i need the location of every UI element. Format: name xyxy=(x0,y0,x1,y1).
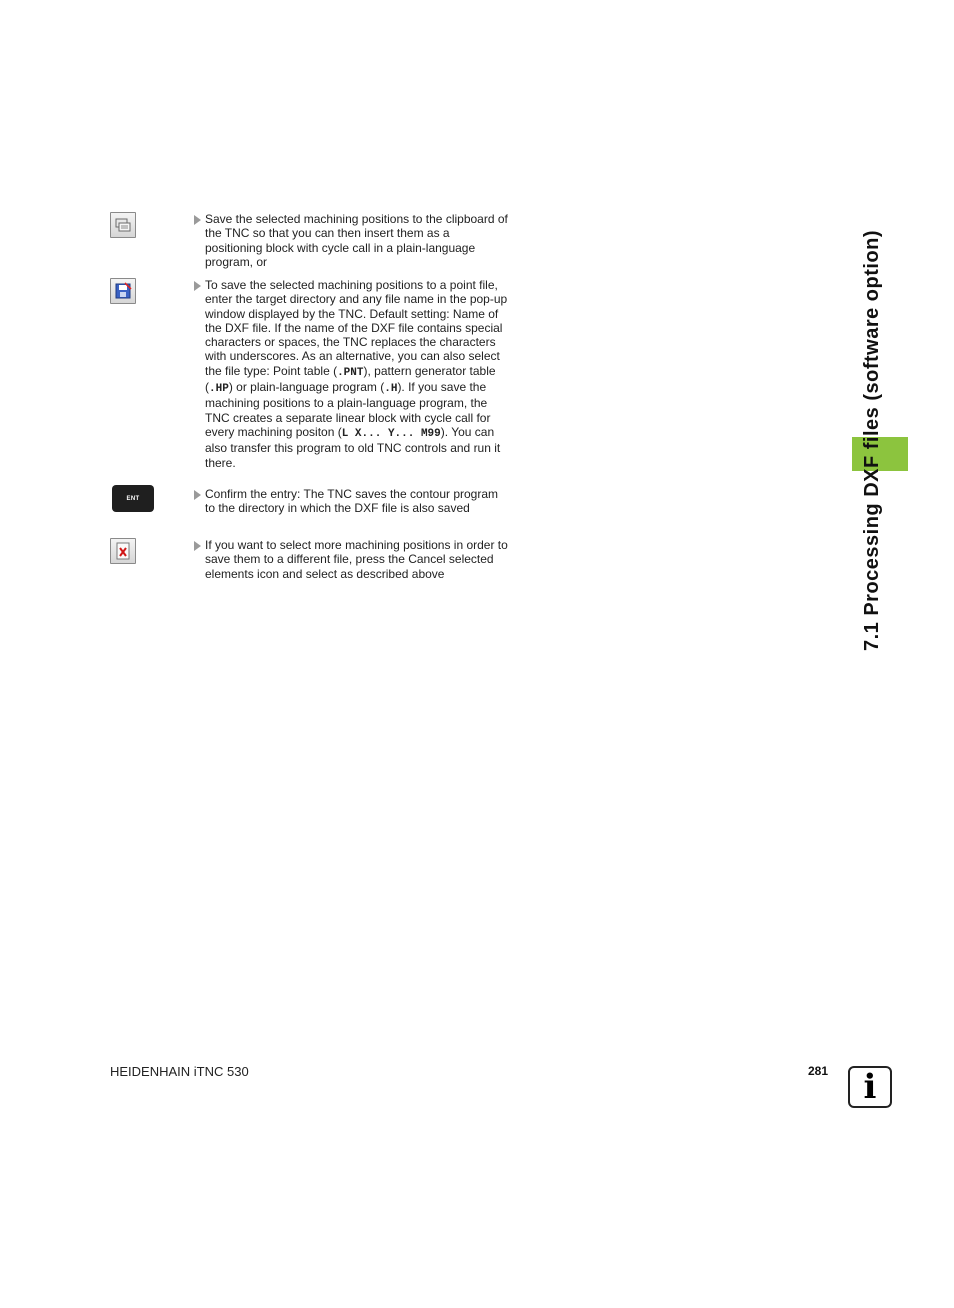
step-paragraph: To save the selected machining positions to a point file, enter the target directory and any file name in the pop-up window displayed by the TNC. Default setting: Name of the DXF file. If the name of the DXF file contains special characters or spaces, the TNC replaces the characters with underscores. As an alternative, you can also select the file type: Point table (.PNT), pattern generator table (.HP) or plain-language program (.H). If you save the machining positions to a plain-language program, the TNC creates a separate linear block with cycle call for every machining positon (L X... Y... M99). You can also transfer this program to old TNC controls and run it there. xyxy=(194,278,510,470)
bullet-arrow-icon xyxy=(194,541,201,551)
bullet-arrow-icon xyxy=(194,281,201,291)
step-text xyxy=(194,487,510,516)
chapter-title-text: 7.1 Processing DXF files (software option) xyxy=(861,229,884,652)
cancel-selection-softkey-icon[interactable] xyxy=(110,538,136,564)
step-text xyxy=(194,538,510,581)
file-extension-pnt: .PNT xyxy=(337,366,364,379)
bullet-arrow-icon xyxy=(194,215,201,225)
step-paragraph: If you want to select more machining positions in order to save them to a different file, press the Cancel selected elements icon and select as described above xyxy=(194,538,510,581)
clipboard-softkey-icon[interactable] xyxy=(110,212,136,238)
step-text xyxy=(194,278,510,470)
chapter-title-vertical xyxy=(858,218,888,663)
manual-name: HEIDENHAIN iTNC 530 xyxy=(110,1064,249,1079)
info-icon: i xyxy=(848,1066,892,1108)
page-number: 281 xyxy=(808,1064,829,1078)
nc-block-example: L X... Y... M99 xyxy=(341,427,441,440)
bullet-arrow-icon xyxy=(194,490,201,500)
step-paragraph: Save the selected machining positions to the clipboard of the TNC so that you can then insert them as a positioning block with cycle call in a plain-language program, or xyxy=(194,212,510,269)
file-extension-h: .H xyxy=(384,383,398,396)
save-file-softkey-icon[interactable] xyxy=(110,278,136,304)
step-text xyxy=(194,212,510,269)
file-extension-hp: .HP xyxy=(209,383,229,396)
step-paragraph: Confirm the entry: The TNC saves the contour program to the directory in which the DXF file is also saved xyxy=(194,487,510,516)
ent-key-icon[interactable]: ENT xyxy=(112,485,154,512)
